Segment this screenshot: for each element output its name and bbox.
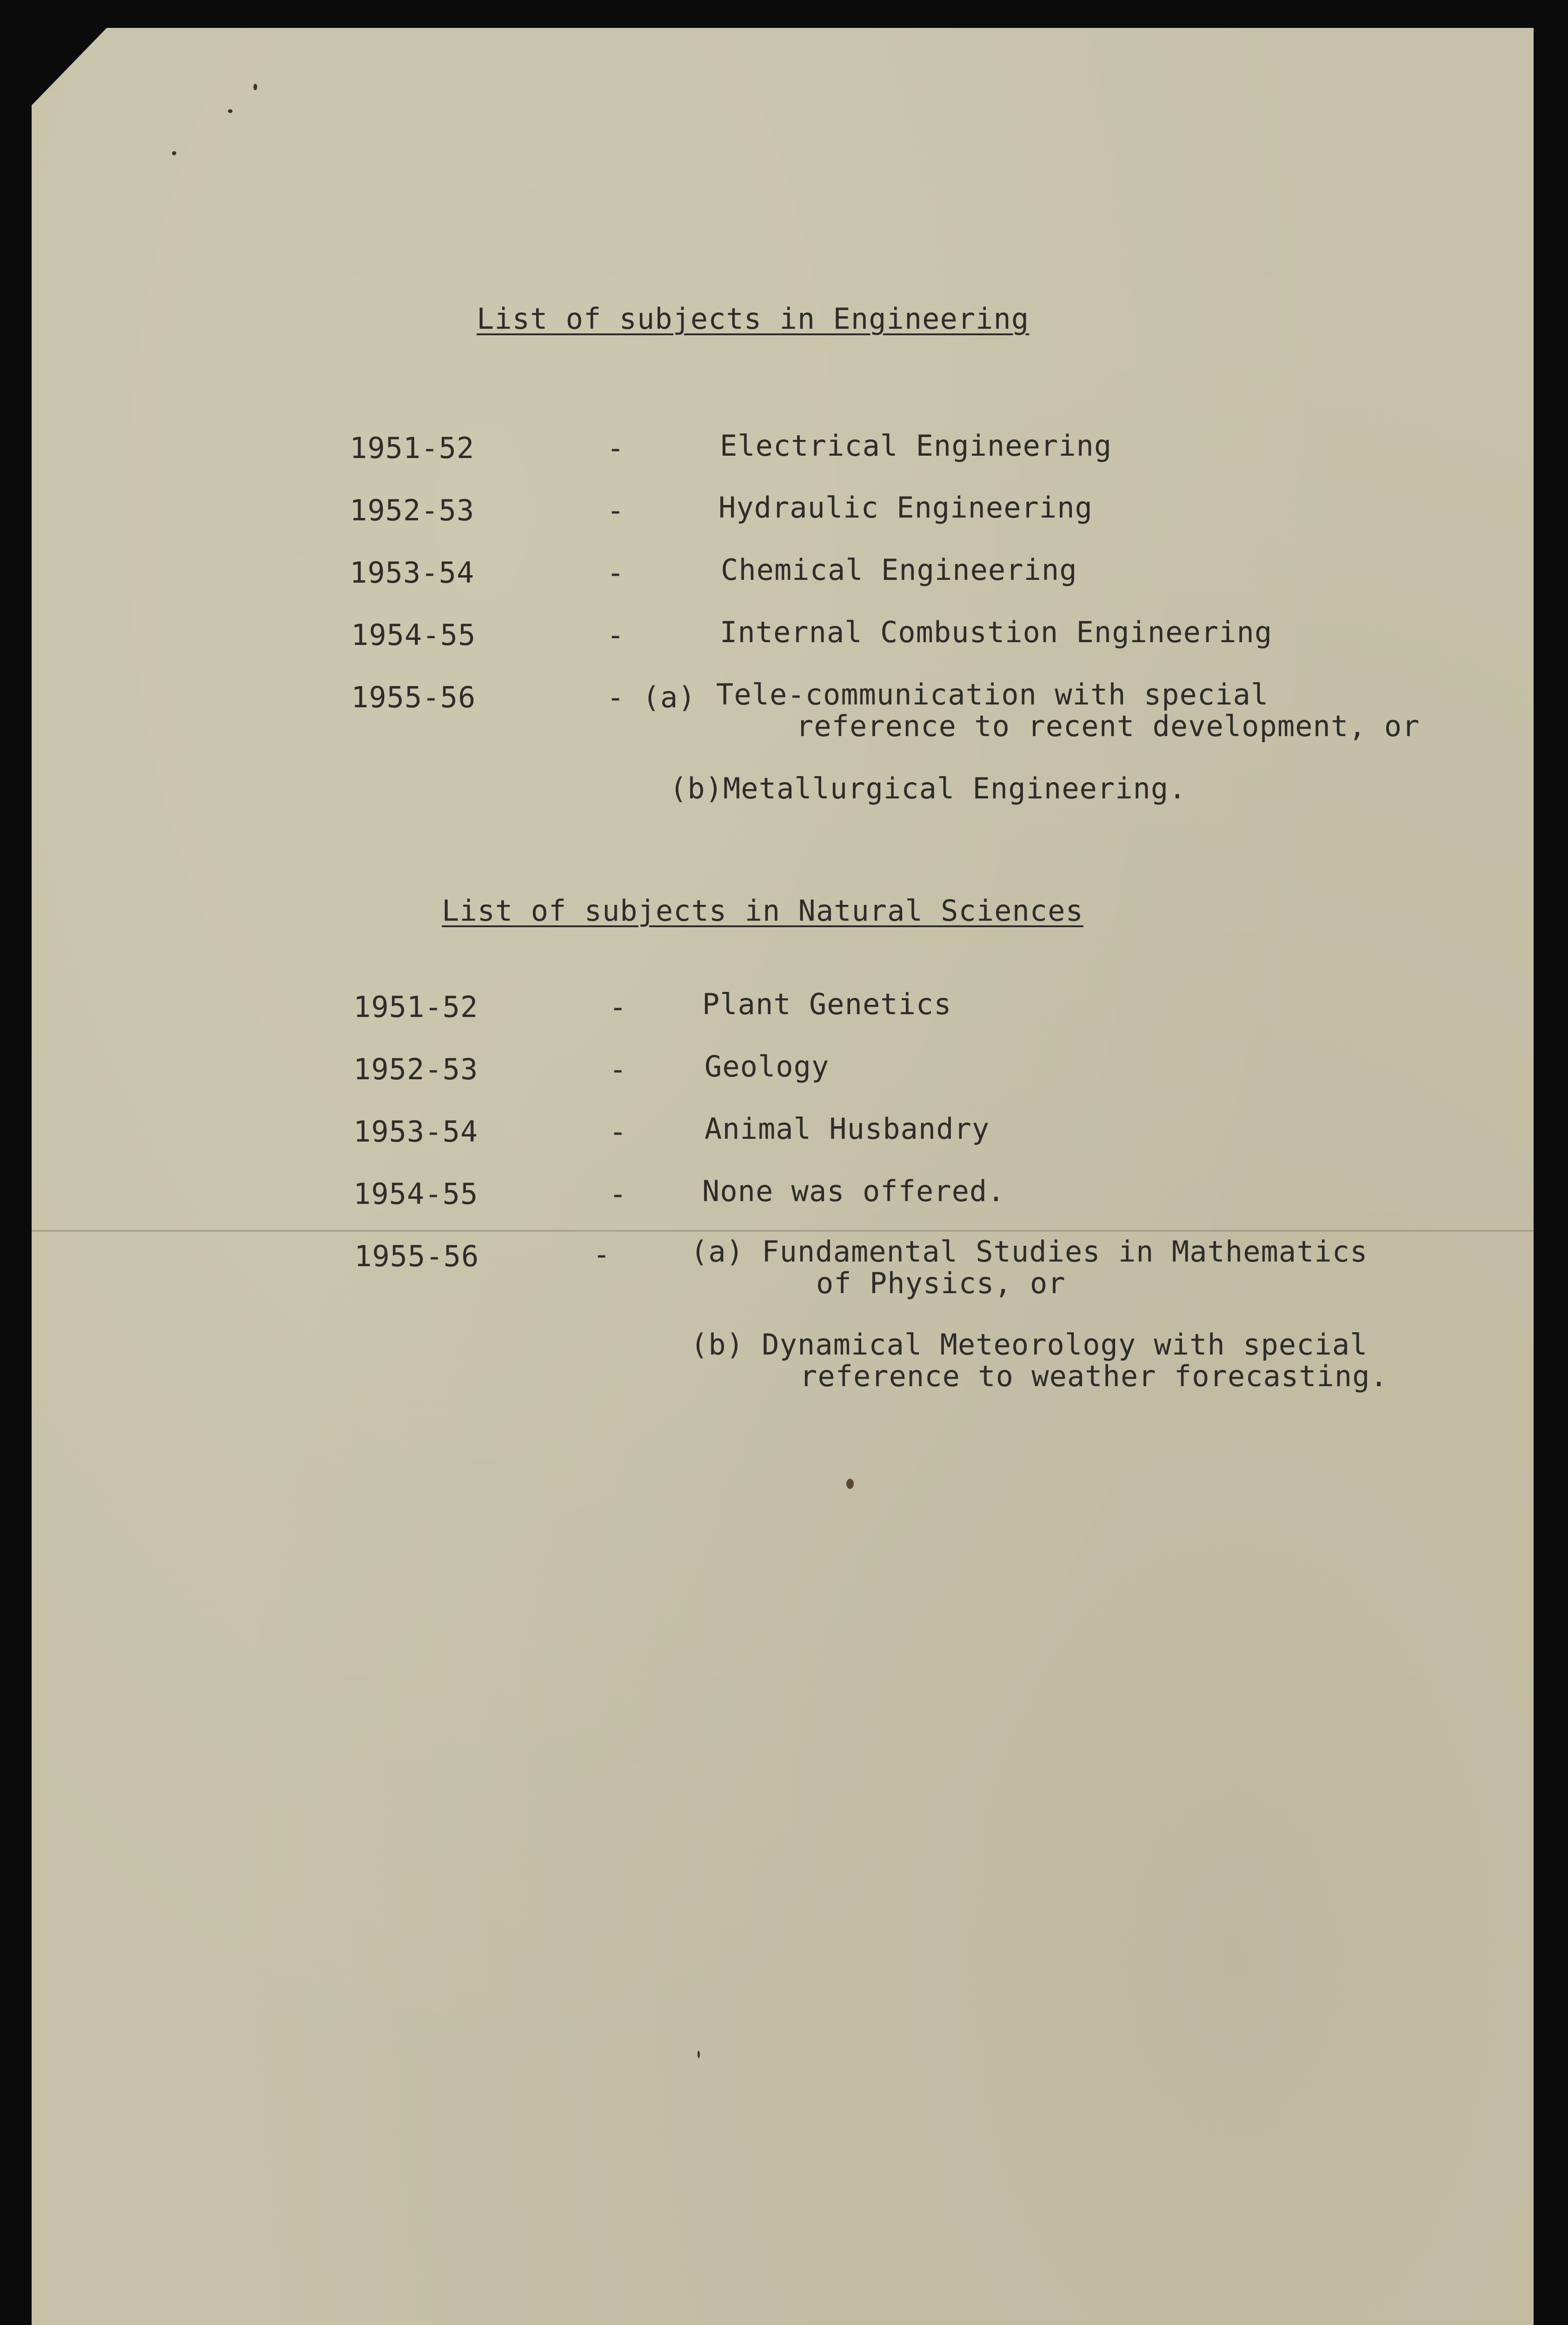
natural-sciences-dash-1: - <box>609 990 627 1024</box>
engineering-dash-3: - <box>607 556 625 590</box>
paper-mark <box>172 151 176 155</box>
natural-sciences-subject-4: None was offered. <box>702 1174 1005 1208</box>
natural-sciences-year-5: 1955-56 <box>354 1239 479 1273</box>
engineering-heading: List of subjects in Engineering <box>477 302 1030 336</box>
paper-mark <box>698 2051 700 2058</box>
natural-sciences-year-1: 1951-52 <box>353 990 478 1024</box>
natural-sciences-subject-5: (a) Fundamental Studies in Mathematics <box>691 1235 1368 1269</box>
engineering-year-1: 1951-52 <box>350 431 475 465</box>
paper-mark <box>846 1479 854 1489</box>
natural-sciences-option-b: (b) Dynamical Meteorology with special <box>691 1328 1368 1362</box>
engineering-year-3: 1953-54 <box>350 556 475 590</box>
natural-sciences-dash-2: - <box>609 1052 627 1086</box>
paper-mark <box>228 109 233 113</box>
engineering-dash-1: - <box>607 431 625 465</box>
natural-sciences-subject-5-continuation: of Physics, or <box>816 1266 1066 1300</box>
natural-sciences-year-4: 1954-55 <box>353 1177 478 1211</box>
engineering-subject-4: Internal Combustion Engineering <box>720 615 1273 649</box>
natural-sciences-year-2: 1952-53 <box>353 1052 478 1086</box>
engineering-year-4: 1954-55 <box>351 618 476 652</box>
natural-sciences-subject-2: Geology <box>704 1050 830 1083</box>
natural-sciences-year-3: 1953-54 <box>353 1115 478 1149</box>
natural-sciences-option-b-continuation: reference to weather forecasting. <box>800 1359 1388 1393</box>
engineering-dash-2: - <box>607 493 625 527</box>
natural-sciences-heading: List of subjects in Natural Sciences <box>442 894 1083 928</box>
fold-crease <box>32 1230 1534 1232</box>
engineering-subject-1: Electrical Engineering <box>720 429 1112 463</box>
engineering-dash-5: - (a) <box>607 680 696 714</box>
natural-sciences-dash-3: - <box>609 1115 627 1149</box>
engineering-subject-2: Hydraulic Engineering <box>718 491 1093 525</box>
engineering-dash-4: - <box>607 618 625 652</box>
engineering-year-5: 1955-56 <box>351 680 476 714</box>
engineering-year-2: 1952-53 <box>350 493 475 527</box>
natural-sciences-subject-1: Plant Genetics <box>702 987 952 1021</box>
natural-sciences-subject-3: Animal Husbandry <box>704 1112 990 1146</box>
engineering-subject-5-continuation: reference to recent development, or <box>796 709 1420 743</box>
natural-sciences-dash-4: - <box>609 1177 627 1211</box>
natural-sciences-dash-5: - <box>593 1237 611 1271</box>
engineering-option-b: (b)Metallurgical Engineering. <box>670 771 1187 805</box>
engineering-subject-5: Tele-communication with special <box>716 678 1269 711</box>
paper-mark <box>253 84 257 90</box>
engineering-subject-3: Chemical Engineering <box>721 553 1077 587</box>
